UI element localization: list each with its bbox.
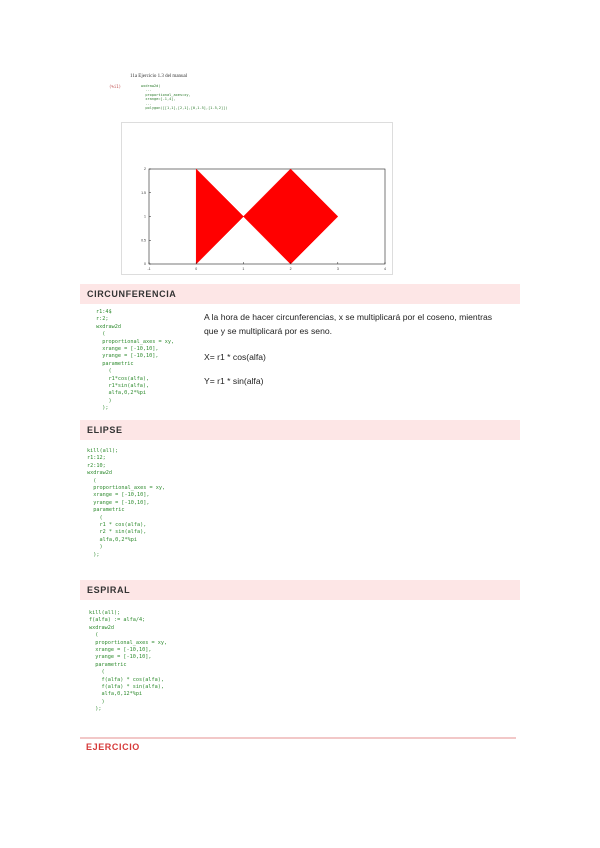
screenshot-code-line: ...: [141, 88, 152, 93]
y-tick-label: 1: [144, 214, 146, 219]
screenshot-prompt: (%i1): [109, 84, 122, 89]
x-tick-label: 4: [384, 267, 386, 271]
elipse-code-line: (: [87, 477, 97, 484]
circunferencia-code-line: yrange = [-10,10],: [96, 353, 159, 360]
section-header-elipse: [80, 420, 520, 440]
circunferencia-code-line: r1*sin(alfa),: [96, 383, 150, 390]
plot-polygon-1: [243, 169, 337, 264]
formula-x: X= r1 * cos(alfa): [204, 352, 266, 362]
x-tick-label: 0: [195, 267, 198, 271]
code-elipse: [87, 448, 165, 559]
plot-polygon-0: [196, 169, 243, 264]
explanation-circunferencia: [204, 310, 504, 388]
screenshot-code-line: proportional_axes=xy,: [141, 92, 191, 97]
screenshot-code-line: ...: [141, 101, 152, 106]
screenshot-code-line: xrange=[-1,4],: [141, 97, 176, 102]
espiral-code-line: wxdraw2d: [89, 624, 114, 631]
plot-svg: [122, 123, 392, 274]
elipse-code-line: (: [87, 514, 103, 521]
espiral-code-line: );: [89, 706, 102, 713]
circunferencia-code-line: alfa,0,2*%pi: [96, 390, 146, 397]
circunferencia-code-line: (: [96, 331, 106, 338]
elipse-code-line: r2:10;: [87, 462, 106, 469]
espiral-code-line: xrange = [-10,10],: [89, 647, 152, 654]
y-tick-label: 2: [144, 167, 146, 172]
x-tick-label: 3: [336, 267, 339, 271]
espiral-code-line: f(alfa) * cos(alfa),: [89, 676, 164, 683]
elipse-code-line: parametric: [87, 507, 125, 514]
screenshot-code-block: [141, 84, 228, 110]
section-title-circunferencia: CIRCUNFERENCIA: [87, 289, 177, 299]
elipse-code-line: r1 * cos(alfa),: [87, 522, 147, 529]
y-tick-label: 0: [144, 262, 146, 267]
y-tick-label: 0.5: [141, 238, 146, 243]
circunferencia-code-line: r1:4$: [96, 309, 112, 315]
espiral-code-line: proportional_axes = xy,: [89, 639, 168, 646]
code-circunferencia: [96, 309, 174, 413]
section-header-circunferencia: [80, 284, 520, 304]
circunferencia-code-line: proportional_axes = xy,: [96, 338, 175, 345]
espiral-code-line: ): [89, 698, 105, 705]
circunferencia-code-line: ): [96, 397, 112, 404]
circunferencia-code-line: parametric: [96, 360, 134, 367]
espiral-code-line: parametric: [89, 661, 127, 668]
elipse-code-line: alfa,0,2*%pi: [87, 536, 137, 543]
elipse-code-line: xrange = [-10,10],: [87, 492, 150, 499]
circunferencia-code-line: (: [96, 368, 112, 375]
espiral-code-line: alfa,0,12*%pi: [89, 691, 143, 698]
section-title-elipse: ELIPSE: [87, 425, 123, 435]
espiral-code-line: f(alfa) := alfa/4;: [89, 617, 146, 624]
circunferencia-code-line: r:2;: [96, 316, 109, 323]
espiral-code-line: kill(all);: [89, 610, 121, 616]
elipse-code-line: kill(all);: [87, 448, 119, 454]
screenshot-title: 11a Ejercicio 1.3 del manual: [130, 74, 188, 79]
formula-y: Y= r1 * sin(alfa): [204, 376, 264, 386]
elipse-code-line: wxdraw2d: [87, 470, 112, 477]
section-title-ejercicio: EJERCICIO: [86, 742, 140, 752]
section-title-espiral: ESPIRAL: [87, 585, 131, 595]
elipse-code-line: yrange = [-10,10],: [87, 499, 150, 506]
elipse-code-line: r2 * sin(alfa),: [87, 529, 147, 536]
plot-frame: [121, 122, 393, 275]
screenshot-code-line: wxdraw2d(: [141, 84, 161, 88]
circunferencia-code-line: );: [96, 405, 109, 412]
explanation-text: A la hora de hacer circunferencias, x se multiplicará por el coseno, mientras que y se multiplicará por es seno.: [204, 312, 493, 336]
screenshot-code-line: polygon([[1,1],[2,1],[0,1.5],[1.5,2]]): [141, 106, 228, 111]
ejercicio-divider: [80, 737, 516, 739]
code-espiral: [89, 610, 167, 714]
y-tick-label: 1.5: [141, 190, 146, 195]
circunferencia-code-line: xrange = [-10,10],: [96, 346, 159, 353]
x-tick-label: 1: [242, 267, 245, 271]
espiral-code-line: f(alfa) * sin(alfa),: [89, 684, 164, 691]
elipse-code-line: r1:12;: [87, 455, 106, 462]
espiral-code-line: (: [89, 669, 105, 676]
circunferencia-code-line: r1*cos(alfa),: [96, 375, 150, 382]
x-tick-label: 2: [289, 267, 292, 271]
section-header-espiral: [80, 580, 520, 600]
espiral-code-line: (: [89, 632, 99, 639]
x-tick-label: -1: [147, 267, 151, 271]
elipse-code-line: ): [87, 544, 103, 551]
circunferencia-code-line: wxdraw2d: [96, 323, 121, 330]
elipse-code-line: proportional_axes = xy,: [87, 485, 166, 492]
elipse-code-line: );: [87, 551, 100, 558]
espiral-code-line: yrange = [-10,10],: [89, 654, 152, 661]
